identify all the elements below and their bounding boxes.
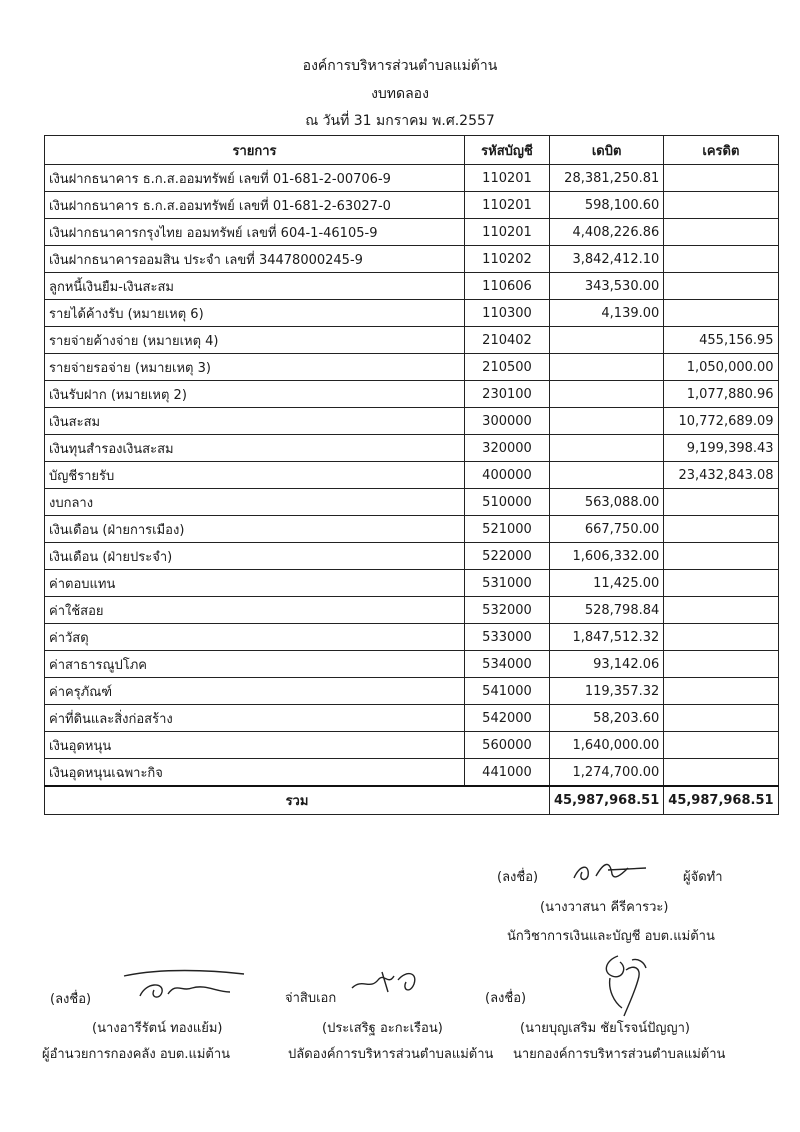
row-debit-cell: 4,139.00 — [550, 300, 664, 327]
row-credit-cell — [664, 678, 778, 705]
row-debit-cell — [550, 435, 664, 462]
total-debit: 45,987,968.51 — [550, 786, 664, 815]
row-credit-cell — [664, 597, 778, 624]
row-credit-cell — [664, 732, 778, 759]
finance-director-position: ผู้อำนวยการกองคลัง อบต.แม่ต้าน — [42, 1047, 231, 1062]
row-debit-cell: 1,606,332.00 — [550, 543, 664, 570]
row-code-cell: 522000 — [465, 543, 550, 570]
finance-director-signature — [120, 966, 250, 1006]
table-row — [45, 678, 779, 705]
row-code-cell: 400000 — [465, 462, 550, 489]
row-code-cell: 560000 — [465, 732, 550, 759]
preparer-sign-label: (ลงชื่อ) — [497, 870, 539, 885]
table-row — [45, 381, 779, 408]
row-code-cell: 521000 — [465, 516, 550, 543]
column-header-debit: เดบิต — [550, 136, 664, 165]
row-credit-cell — [664, 624, 778, 651]
row-item-cell: ค่าที่ดินและสิ่งก่อสร้าง — [45, 705, 465, 732]
row-debit-cell: 3,842,412.10 — [550, 246, 664, 273]
row-item-cell: ค่าครุภัณฑ์ — [45, 678, 465, 705]
deputy-chief-position: ปลัดองค์การบริหารส่วนตำบลแม่ต้าน — [288, 1047, 494, 1062]
column-header-code: รหัสบัญชี — [465, 136, 550, 165]
finance-director-name: (นางอารีรัตน์ ทองแย้ม) — [92, 1021, 223, 1036]
row-credit-cell: 455,156.95 — [664, 327, 778, 354]
table-row — [45, 570, 779, 597]
row-item-cell: เงินเดือน (ฝ่ายการเมือง) — [45, 516, 465, 543]
table-row — [45, 300, 779, 327]
table-row — [45, 219, 779, 246]
preparer-signature — [568, 856, 658, 886]
row-credit-cell: 23,432,843.08 — [664, 462, 778, 489]
row-item-cell: รายจ่ายค้างจ่าย (หมายเหตุ 4) — [45, 327, 465, 354]
table-row — [45, 489, 779, 516]
column-header-item: รายการ — [45, 136, 465, 165]
table-row — [45, 192, 779, 219]
row-debit-cell: 528,798.84 — [550, 597, 664, 624]
row-item-cell: รายจ่ายรอจ่าย (หมายเหตุ 3) — [45, 354, 465, 381]
table-row — [45, 597, 779, 624]
row-debit-cell — [550, 381, 664, 408]
table-row — [45, 705, 779, 732]
row-code-cell: 110606 — [465, 273, 550, 300]
row-credit-cell — [664, 300, 778, 327]
row-item-cell: เงินฝากธนาคารกรุงไทย ออมทรัพย์ เลขที่ 604-1-46105-9 — [45, 219, 465, 246]
row-item-cell: เงินเดือน (ฝ่ายประจำ) — [45, 543, 465, 570]
table-row — [45, 165, 779, 192]
row-debit-cell: 58,203.60 — [550, 705, 664, 732]
row-debit-cell: 667,750.00 — [550, 516, 664, 543]
row-debit-cell: 598,100.60 — [550, 192, 664, 219]
row-debit-cell: 1,274,700.00 — [550, 759, 664, 787]
total-row — [45, 786, 779, 815]
table-row — [45, 327, 779, 354]
row-debit-cell: 1,640,000.00 — [550, 732, 664, 759]
preparer-name: (นางวาสนา คีรีคารวะ) — [540, 900, 669, 915]
row-credit-cell — [664, 165, 778, 192]
mayor-signature — [588, 950, 658, 1020]
row-item-cell: เงินฝากธนาคารออมสิน ประจำ เลขที่ 34478000245-9 — [45, 246, 465, 273]
table-row — [45, 651, 779, 678]
table-row — [45, 435, 779, 462]
row-code-cell: 110300 — [465, 300, 550, 327]
row-code-cell: 110201 — [465, 192, 550, 219]
table-row — [45, 624, 779, 651]
row-code-cell: 533000 — [465, 624, 550, 651]
row-debit-cell: 119,357.32 — [550, 678, 664, 705]
row-item-cell: ค่าสาธารณูปโภค — [45, 651, 465, 678]
row-code-cell: 320000 — [465, 435, 550, 462]
row-debit-cell: 28,381,250.81 — [550, 165, 664, 192]
table-row — [45, 759, 779, 787]
row-debit-cell: 1,847,512.32 — [550, 624, 664, 651]
row-code-cell: 230100 — [465, 381, 550, 408]
mayor-position: นายกองค์การบริหารส่วนตำบลแม่ต้าน — [513, 1047, 726, 1062]
row-debit-cell: 11,425.00 — [550, 570, 664, 597]
document-date: ณ วันที่ 31 มกราคม พ.ศ.2557 — [305, 113, 495, 129]
table-header-row — [45, 136, 779, 165]
row-credit-cell — [664, 192, 778, 219]
column-header-credit: เครดิต — [664, 136, 778, 165]
row-code-cell: 210500 — [465, 354, 550, 381]
row-credit-cell — [664, 273, 778, 300]
row-item-cell: เงินอุดหนุนเฉพาะกิจ — [45, 759, 465, 787]
table-row — [45, 732, 779, 759]
row-code-cell: 441000 — [465, 759, 550, 787]
row-debit-cell: 93,142.06 — [550, 651, 664, 678]
row-credit-cell: 9,199,398.43 — [664, 435, 778, 462]
table-row — [45, 354, 779, 381]
row-code-cell: 210402 — [465, 327, 550, 354]
row-code-cell: 532000 — [465, 597, 550, 624]
row-item-cell: เงินทุนสำรองเงินสะสม — [45, 435, 465, 462]
row-code-cell: 110201 — [465, 219, 550, 246]
row-code-cell: 300000 — [465, 408, 550, 435]
row-item-cell: เงินฝากธนาคาร ธ.ก.ส.ออมทรัพย์ เลขที่ 01-681-2-63027-0 — [45, 192, 465, 219]
row-credit-cell: 10,772,689.09 — [664, 408, 778, 435]
deputy-chief-name: (ประเสริฐ อะกะเรือน) — [322, 1021, 443, 1036]
finance-director-sign-label: (ลงชื่อ) — [50, 992, 92, 1007]
mayor-name: (นายบุญเสริม ชัยโรจน์ปัญญา) — [520, 1021, 690, 1036]
row-item-cell: ค่าใช้สอย — [45, 597, 465, 624]
row-debit-cell: 563,088.00 — [550, 489, 664, 516]
row-debit-cell — [550, 327, 664, 354]
row-credit-cell: 1,077,880.96 — [664, 381, 778, 408]
row-credit-cell: 1,050,000.00 — [664, 354, 778, 381]
total-credit: 45,987,968.51 — [664, 786, 778, 815]
row-credit-cell — [664, 219, 778, 246]
preparer-role: ผู้จัดทำ — [683, 870, 723, 885]
table-row — [45, 246, 779, 273]
row-item-cell: เงินฝากธนาคาร ธ.ก.ส.ออมทรัพย์ เลขที่ 01-681-2-00706-9 — [45, 165, 465, 192]
row-credit-cell — [664, 543, 778, 570]
row-credit-cell — [664, 705, 778, 732]
row-code-cell: 541000 — [465, 678, 550, 705]
row-item-cell: รายได้ค้างรับ (หมายเหตุ 6) — [45, 300, 465, 327]
table-row — [45, 516, 779, 543]
row-debit-cell — [550, 408, 664, 435]
row-item-cell: ค่าวัสดุ — [45, 624, 465, 651]
row-code-cell: 542000 — [465, 705, 550, 732]
row-item-cell: ลูกหนี้เงินยืม-เงินสะสม — [45, 273, 465, 300]
row-item-cell: ค่าตอบแทน — [45, 570, 465, 597]
row-code-cell: 510000 — [465, 489, 550, 516]
row-debit-cell: 343,530.00 — [550, 273, 664, 300]
row-credit-cell — [664, 246, 778, 273]
row-code-cell: 531000 — [465, 570, 550, 597]
table-row — [45, 273, 779, 300]
row-credit-cell — [664, 651, 778, 678]
row-credit-cell — [664, 759, 778, 787]
row-credit-cell — [664, 570, 778, 597]
row-item-cell: งบกลาง — [45, 489, 465, 516]
table-row — [45, 408, 779, 435]
table-row — [45, 462, 779, 489]
trial-balance-table — [44, 135, 779, 815]
row-code-cell: 110201 — [465, 165, 550, 192]
row-item-cell: เงินอุดหนุน — [45, 732, 465, 759]
row-item-cell: เงินสะสม — [45, 408, 465, 435]
row-debit-cell: 4,408,226.86 — [550, 219, 664, 246]
preparer-position: นักวิชาการเงินและบัญชี อบต.แม่ต้าน — [507, 929, 715, 944]
row-debit-cell — [550, 462, 664, 489]
row-debit-cell — [550, 354, 664, 381]
row-credit-cell — [664, 489, 778, 516]
deputy-chief-signature — [348, 964, 428, 998]
table-row — [45, 543, 779, 570]
row-code-cell: 534000 — [465, 651, 550, 678]
organization-name: องค์การบริหารส่วนตำบลแม่ต้าน — [302, 58, 498, 74]
mayor-sign-label: (ลงชื่อ) — [485, 991, 527, 1006]
document-title: งบทดลอง — [371, 86, 429, 102]
row-code-cell: 110202 — [465, 246, 550, 273]
deputy-chief-rank: จ่าสิบเอก — [285, 991, 337, 1006]
row-item-cell: เงินรับฝาก (หมายเหตุ 2) — [45, 381, 465, 408]
row-credit-cell — [664, 516, 778, 543]
row-item-cell: บัญชีรายรับ — [45, 462, 465, 489]
total-label: รวม — [45, 786, 550, 815]
